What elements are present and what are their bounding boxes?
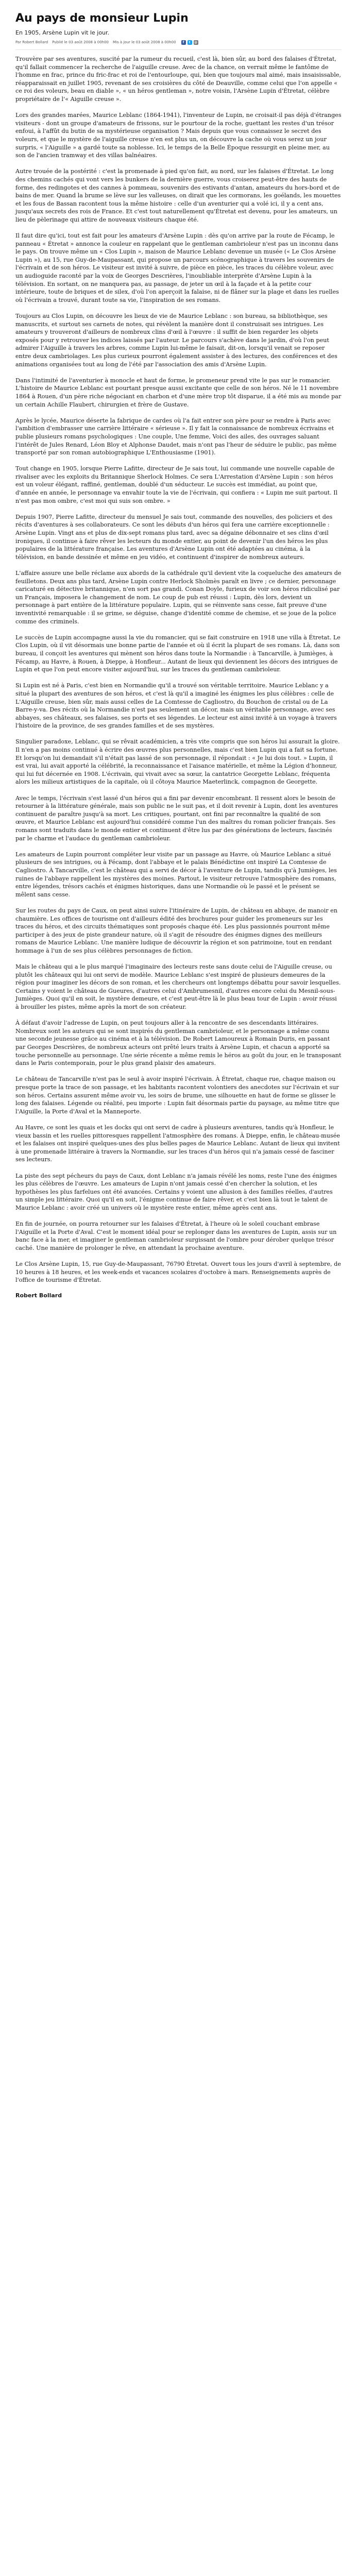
- article-paragraph: En fin de journée, on pourra retourner sur les falaises d'Étretat, à l'heure où le soleil couchant embrase l'Aiguille et la Porte d'Aval. C'est le moment idéal pour se replonger dans les aventures de Lupin, assis sur un banc face à la mer, et imaginer le gentleman cambrioleur surgissant de l'ombre pour dérober quelque trésor caché. Une manière de prolonger le rêve, en attendant la prochaine aventure.: [15, 1221, 337, 1251]
- header-divider: [15, 49, 342, 50]
- article-paragraph: Singulier paradoxe, Leblanc, qui se rêvait académicien, a très vite compris que son héros lui assurait la gloire. Il n'en a pas moins continué à écrire des œuvres plus personnelles, mais c'est bien Lupin qui a fait sa fortune. Et lorsqu'on lui demandait s'il n'était pas lassé de son personnage, il répondait : « Je lui dois tout. » Lupin, il est vrai, lui avait apporté la célébrité, la reconnaissance et l'aisance matérielle, et même la Légion d'honneur, qui lui fut décernée en 1908. L'écrivain, qui vivait avec sa sœur, la cantatrice Georgette Leblanc, fréquenta alors les milieux artistiques de la capitale, où il côtoya Maurice Maeterlinck, compagnon de Georgette.: [15, 738, 340, 786]
- article-paragraph: La piste des sept pécheurs du pays de Caux, dont Leblanc n'a jamais révélé les noms, reste l'une des énigmes les plus célèbres de l'œuvre. Les amateurs de Lupin n'ont jamais cessé d'en chercher la solution, et les hypothèses les plus farfelues ont été avancées. Certains y voient une allusion à des familles réelles, d'autres un simple jeu littéraire. Quoi qu'il en soit, l'énigme continue de faire rêver, et c'est bien là tout le talent de Maurice Leblanc : avoir créé un univers où le mystère reste entier, même après cent ans.: [15, 1172, 337, 1211]
- published-date: Publié le 03 août 2008 à 00h00: [52, 40, 109, 44]
- article-title: Au pays de monsieur Lupin: [15, 12, 189, 25]
- article-paragraph: Le château de Tancarville n'est pas le seul à avoir inspiré l'écrivain. À Étretat, chaque rue, chaque maison ou presque porte la trace de son passage, et les habitants racontent volontiers des anecdotes sur l'écrivain et sur son héros. Certains assurent même avoir vu, les soirs de brume, une silhouette en haut de forme se glisser le long des falaises. Légende ou réalité, peu importe : Lupin fait désormais partie du paysage, au même titre que l'Aiguille, la Porte d'Aval et la Manneporte.: [15, 1076, 339, 1115]
- article-meta: [15, 40, 342, 45]
- author-name[interactable]: Par Robert Bollard: [15, 40, 48, 44]
- article-paragraph: Mais le château qui a le plus marqué l'imaginaire des lecteurs reste sans doute celui de l'Aiguille creuse, ou plutôt les châteaux qui lui ont servi de modèle. Maurice Leblanc s'est inspiré de plusieurs demeures de la région pour imaginer les décors de son roman, et les chercheurs ont longtemps débattu pour savoir lesquelles. Certains y voient le château de Gueures, d'autres celui d'Ambrumesnil, d'autres encore celui du Mesnil-sous-Jumièges. Quoi qu'il en soit, le mystère demeure, et c'est peut-être là le plus beau tour de Lupin : avoir réussi à brouiller les pistes, même après la mort de son créateur.: [15, 963, 341, 1011]
- article-paragraph: Les amateurs de Lupin pourront compléter leur visite par un passage au Havre, où Maurice Leblanc a situé plusieurs de ses intrigues, ou à Fécamp, dont l'abbaye et le palais Bénédictine ont inspiré La Comtesse de Cagliostro. À Tancarville, c'est le château qui a servi de décor à l'aventure de Lupin, tandis qu'à Jumièges, les ruines de l'abbaye rappellent les mystères des moines. Partout, le visiteur retrouve l'atmosphère des romans, entre légendes, trésors cachés et énigmes historiques, dans une Normandie où le passé et le présent se mêlent sans cesse.: [15, 851, 337, 898]
- share-buttons: [181, 40, 198, 45]
- article-paragraph: Sur les routes du pays de Caux, on peut ainsi suivre l'itinéraire de Lupin, de château en abbaye, de manoir en chaumière. Les offices de tourisme ont d'ailleurs édité des brochures pour guider les promeneurs sur les traces du héros, et des circuits thématiques sont proposés chaque été. Les plus passionnés pourront même participer à des jeux de piste grandeur nature, où il s'agit de résoudre des énigmes dignes des meilleurs romans de Maurice Leblanc. Une manière ludique de découvrir la région et son patrimoine, tout en rendant hommage à l'un de ses plus célèbres personnages de fiction.: [15, 907, 338, 954]
- article-paragraph: Après le lycée, Maurice déserte la fabrique de cardes où l'a fait entrer son père pour se rendre à Paris avec l'ambition d'embrasser une carrière littéraire « sérieuse ». Il y fait la connaissance de nombreux écrivains et publie plusieurs romans psychologiques : Une couple, Une femme, Voici des ailes, des ouvrages saluant l'intérêt de Jules Renard, Léon Bloy et Alphonse Daudet, mais n'ont pas l'heur de séduire le public, pas même transporté par son roman autobiographique L'Enthousiasme (1901).: [15, 417, 337, 456]
- article-paragraph: Dans l'intimité de l'aventurier à monocle et haut de forme, le promeneur prend vite le pas sur le romancier. L'histoire de Maurice Leblanc est pourtant presque aussi excitante que celle de son héros. Né le 11 novembre 1864 à Rouen, d'un père riche négociant en charbon et d'une mère trop tôt disparue, il a été mis au monde par un certain Achille Flaubert, chirurgien et frère de Gustave.: [15, 377, 342, 408]
- article-paragraph: Trouvère par ses aventures, suscité par la rumeur du recueil, c'est là, bien sûr, au bord des falaises d'Étretat, qu'il fallait commencer la recherche de l'aiguille creuse. Avec de la chance, on verrait même le fantôme de l'homme en frac, prince du fric-frac et roi de l'entourloupe, qui, bien que toujours mal aimé, mais insaisissable, réapparaissait en juillet 1905, revenant de ses croisières du côté de Deauville, comme celui que l'on appelle « ce roi des voleurs, beau en diable », « un héros gentleman », notre voisin, l'Arsène Lupin d'Étretat, célèbre propriétaire de l'« Aiguille creuse ».: [15, 56, 342, 103]
- email-icon[interactable]: @: [194, 40, 198, 44]
- article-paragraph: Le Clos Arsène Lupin, 15, rue Guy-de-Maupassant, 76790 Étretat. Ouvert tous les jours d'avril à septembre, de 10 heures à 18 heures, et les week-ends et vacances scolaires d'octobre à mars. Renseignements auprès de l'office de tourisme d'Étretat.: [15, 1261, 341, 1284]
- article-paragraph: Lors des grandes marées, Maurice Leblanc (1864-1941), l'inventeur de Lupin, ne croisait-il pas déjà d'étranges visiteurs - dont un groupe d'amateurs de frissons, sur le pourtour de la roche, guettant les restes d'un trésor enfoui, à l'affût du butin de sa mystérieuse organisation ? Mais depuis que vous connaissez le secret des voleurs, et que le mystère de l'aiguille creuse n'en est plus un, on découvre la cache où vous serez un jour surpris, « l'Aiguille » a gardé toute sa noblesse. Ici, le temps de la Belle Époque ressurgit en pleine mer, au son de l'ancien tramway et des villas balnéaires.: [15, 112, 342, 159]
- article-signature: Robert Bollard: [15, 1292, 62, 1299]
- article-paragraph: Si Lupin est né à Paris, c'est bien en Normandie qu'il a trouvé son véritable territoire. Maurice Leblanc y a situé la plupart des aventures de son héros, et c'est là qu'il a imaginé les énigmes les plus célèbres : celle de L'Aiguille creuse, bien sûr, mais aussi celles de La Comtesse de Cagliostro, du Bouchon de cristal ou de La Barre-y-va. Des récits où la Normandie n'est pas seulement un décor, mais un véritable personnage, avec ses abbayes, ses châteaux, ses falaises, ses ports et ses légendes. Le lecteur est ainsi invité à un voyage à travers l'histoire de la province, de ses grandes familles et de ses mystères.: [15, 682, 337, 730]
- article-paragraph: L'affaire assure une belle réclame aux abords de la cathédrale qu'il devient vite la coqueluche des amateurs de feuilletons. Deux ans plus tard, Arsène Lupin contre Herlock Sholmès paraît en livre ; ce dernier, personnage caricaturé en détective britannique, n'en sort pas grandi. Conan Doyle, furieux de voir son héros ridiculisé par un Français, imposera le changement de nom. Le coup de pub est réussi : Lupin, dès lors, devient un personnage à part entière de la littérature populaire. Lupin, qui se réinvente sans cesse, fait preuve d'une inventivité remarquable : il se grime, se déguise, change d'identité comme de chemise, et se joue de la police comme des criminels.: [15, 570, 342, 625]
- article-paragraph: À défaut d'avoir l'adresse de Lupin, on peut toujours aller à la rencontre de ses descendants littéraires. Nombreux sont les auteurs qui se sont inspirés du gentleman cambrioleur, et le personnage a même connu une seconde jeunesse grâce au cinéma et à la télévision. De Robert Lamoureux à Romain Duris, en passant par Georges Descrières, de nombreux acteurs ont prêté leurs traits à Arsène Lupin, et chacun a apporté sa touche personnelle au personnage. Une série récente a même remis le héros au goût du jour, en le transposant dans le Paris contemporain, pour le plus grand plaisir des amateurs.: [15, 1020, 342, 1067]
- article-paragraph: Le succès de Lupin accompagne aussi la vie du romancier, qui se fait construire en 1918 une villa à Étretat. Le Clos Lupin, où il vit désormais une bonne partie de l'année et où il écrit la plupart de ses romans. Là, dans son bureau, il conçoit les aventures qui mènent son héros dans toute la Normandie : à Tancarville, à Jumièges, à Fécamp, au Havre, à Rouen, à Dieppe, à Honfleur... Autant de lieux qui deviennent les décors des intrigues de Lupin et que l'on peut encore visiter aujourd'hui, sur les traces du gentleman cambrioleur.: [15, 634, 340, 673]
- twitter-icon[interactable]: t: [187, 40, 192, 45]
- article-paragraph: Depuis 1907, Pierre Lafitte, directeur du mensuel Je sais tout, commande des nouvelles, des policiers et des récits d'aventures à ses collaborateurs. Ce sont les débuts d'un héros qui fera une carrière exceptionnelle : Arsène Lupin. Vingt ans et plus de dix-sept romans plus tard, avec sa dégaine débonnaire et ses clins d'œil ironiques, il continue à faire rêver les lecteurs du monde entier, au point de devenir l'un des héros les plus populaires de la littérature française. Les aventures d'Arsène Lupin ont été adaptées au cinéma, à la télévision, en bande dessinée et même en jeu vidéo, et continuent d'inspirer de nombreux auteurs.: [15, 513, 333, 561]
- article-subtitle: En 1905, Arsène Lupin vit le jour.: [15, 29, 110, 36]
- article-paragraph: Avec le temps, l'écrivain s'est lassé d'un héros qui a fini par devenir encombrant. Il ressent alors le besoin de retourner à la littérature générale, mais son public ne le suit pas, et il doit revenir à Lupin, dont les aventures continuent de paraître jusqu'à sa mort. Les critiques, pourtant, ont fini par reconnaître la qualité de son œuvre, et Maurice Leblanc est aujourd'hui considéré comme l'un des maîtres du roman policier français. Ses romans sont traduits dans le monde entier et continuent d'être lus par des générations de lecteurs, fascinés par le charme et l'audace du gentleman cambrioleur.: [15, 794, 338, 842]
- article-paragraph: Toujours au Clos Lupin, on découvre les lieux de vie de Maurice Leblanc : son bureau, sa bibliothèque, ses manuscrits, et surtout ses carnets de notes, qui révèlent la manière dont il construisait ses intrigues. Les amateurs y trouveront d'ailleurs de nombreux clins d'œil à l'œuvre : il suffit de bien regarder les objets exposés pour y retrouver les indices laissés par l'auteur. Le parcours s'achève dans le jardin, d'où l'on peut admirer l'Aiguille à travers les arbres, comme Lupin lui-même le faisait, dit-on, lorsqu'il venait se reposer entre deux cambriolages. Les plus curieux pourront également assister à des lectures, des conférences et des animations organisées tout au long de l'été par l'association des amis d'Arsène Lupin.: [15, 313, 337, 368]
- updated-date: Mis à jour le 03 août 2008 à 00h00: [113, 40, 176, 44]
- article-paragraph: Tout change en 1905, lorsque Pierre Lafitte, directeur de Je sais tout, lui commande une nouvelle capable de rivaliser avec les exploits du Britannique Sherlock Holmes. Ce sera L'Arrestation d'Arsène Lupin : son héros est un voleur élégant, raffiné, gentleman, doublé d'un séducteur. Le succès est immédiat, au point que, d'année en année, le personnage va envahir toute la vie de l'écrivain, qui confiera : « Lupin me suit partout. Il n'est pas mon ombre, c'est moi qui suis son ombre. »: [15, 465, 338, 504]
- facebook-icon[interactable]: f: [181, 40, 186, 45]
- article-paragraph: Autre trouée de la postérité : c'est la promenade à pied qu'on fait, au nord, sur les falaises d'Étretat. Le long des chemins cachés qui vont vers les bunkers de la dernière guerre, vous croiserez peut-être des hauts de forme, des redingotes et des cannes à pommeau, souvenirs des estivants d'antan, amateurs du hors-bord et de bains de mer. Quand la brume se lève sur les valleuses, on dirait que les cormorans, les goélands, les mouettes et les fous de Bassan racontent tous la même histoire : celle d'un aventurier qui a volé ici, il y a cent ans, jusqu'aux secrets des rois de France. Et c'est tout naturellement qu'Étretat est devenu, pour les amateurs, un lieu de pèlerinage qui attire de nouveaux visiteurs chaque été.: [15, 168, 341, 223]
- article-paragraph: Il faut dire qu'ici, tout est fait pour les amateurs d'Arsène Lupin : dès qu'on arrive par la route de Fécamp, le panneau « Étretat » annonce la couleur en rappelant que le gentleman cambrioleur n'est pas un inconnu dans le pays. On trouve même un « Clos Lupin », maison de Maurice Leblanc devenue un musée (« Le Clos Arsène Lupin »), au 15, rue Guy-de-Maupassant, qui propose un parcours scénographique à travers les souvenirs de l'écrivain et de son héros. Le visiteur est invité à suivre, de pièce en pièce, les traces du célèbre voleur, avec un audioguide raconté par la voix de Georges Descrières, l'inoubliable interprète d'Arsène Lupin à la télévision. En sortant, on ne manquera pas, au passage, de jeter un œil à la façade et à la petite cour intérieure, toute de briques et de silex, d'où l'on aperçoit la falaise, ni de flâner sur la plage et dans les ruelles où l'écrivain a trouvé, durant toute sa vie, l'inspiration de ses romans.: [15, 232, 339, 303]
- article-paragraph: Au Havre, ce sont les quais et les docks qui ont servi de cadre à plusieurs aventures, tandis qu'à Honfleur, le vieux bassin et les ruelles pittoresques rappellent l'atmosphère des romans. À Dieppe, enfin, le château-musée et les falaises ont inspiré quelques-unes des plus belles pages de Maurice Leblanc. Autant de lieux qui invitent à une promenade littéraire à travers la Normandie, sur les traces d'un héros qui n'a jamais cessé de fasciner ses lecteurs.: [15, 1124, 340, 1163]
- article-body: [15, 55, 342, 1284]
